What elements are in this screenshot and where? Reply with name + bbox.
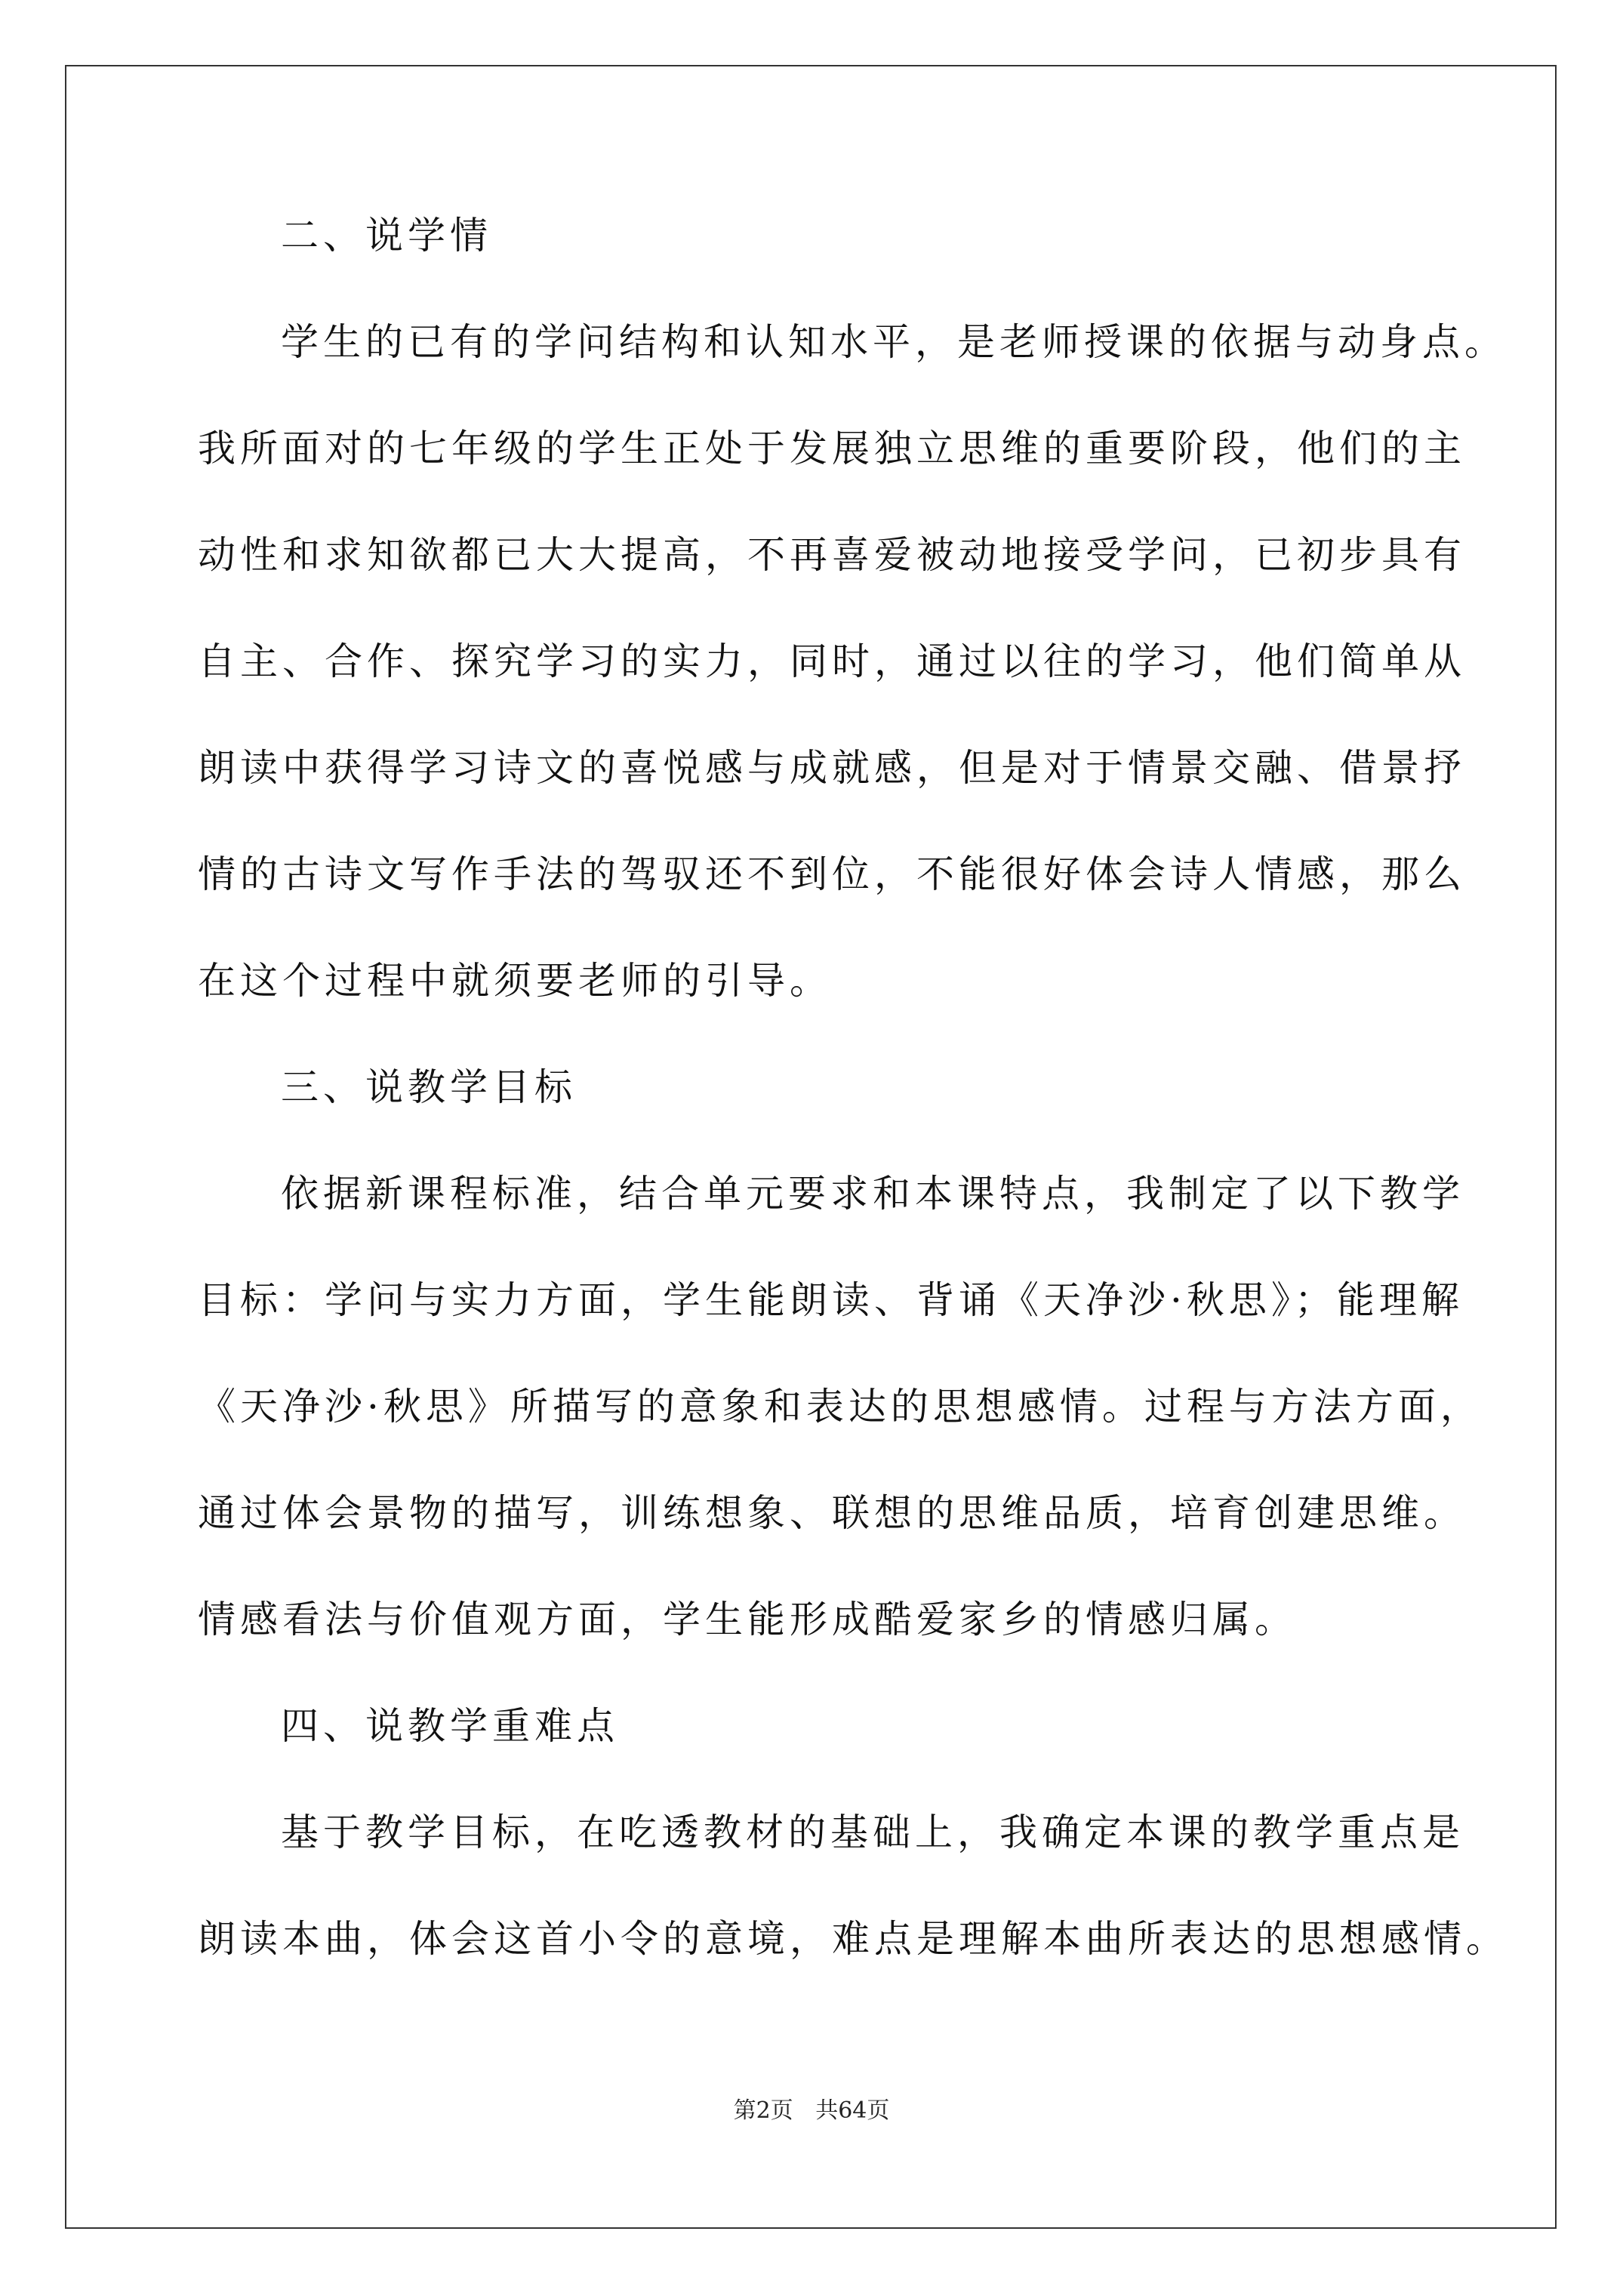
paragraph-line: 《天净沙·秋思》所描写的意象和表达的思想感情。过程与方法方面， xyxy=(198,1385,1483,1428)
paragraph-line: 在这个过程中就须要老师的引导。 xyxy=(198,959,832,1003)
paragraph-line: 我所面对的七年级的学生正处于发展独立思维的重要阶段，他们的主 xyxy=(198,427,1466,470)
section-heading-teaching-goals: 三、说教学目标 xyxy=(281,1065,577,1109)
paragraph-line: 通过体会景物的描写，训练想象、联想的思维品质，培育创建思维。 xyxy=(198,1491,1466,1535)
paragraph-line: 目标：学问与实力方面，学生能朗读、背诵《天净沙·秋思》；能理解 xyxy=(198,1278,1464,1322)
paragraph-line: 依据新课程标准，结合单元要求和本课特点，我制定了以下教学 xyxy=(281,1172,1464,1216)
page-border xyxy=(65,65,1557,2229)
paragraph-line: 情的古诗文写作手法的驾驭还不到位，不能很好体会诗人情感，那么 xyxy=(198,852,1466,896)
paragraph-line: 基于教学目标，在吃透教材的基础上，我确定本课的教学重点是 xyxy=(281,1811,1464,1854)
paragraph-line: 自主、合作、探究学习的实力，同时，通过以往的学习，他们简单从 xyxy=(198,639,1466,683)
paragraph-line: 朗读本曲，体会这首小令的意境，难点是理解本曲所表达的思想感情。 xyxy=(198,1917,1508,1961)
section-heading-student-analysis: 二、说学情 xyxy=(281,214,492,257)
paragraph-line: 情感看法与价值观方面，学生能形成酷爱家乡的情感归属。 xyxy=(198,1598,1297,1641)
page-total: 共64页 xyxy=(815,2097,890,2124)
page-footer xyxy=(0,2096,1623,2126)
section-heading-key-points: 四、说教学重难点 xyxy=(281,1704,619,1748)
paragraph-line: 朗读中获得学习诗文的喜悦感与成就感，但是对于情景交融、借景抒 xyxy=(198,746,1466,790)
paragraph-line: 动性和求知欲都已大大提高，不再喜爱被动地接受学问，已初步具有 xyxy=(198,533,1466,577)
paragraph-line: 学生的已有的学问结构和认知水平，是老师授课的依据与动身点。 xyxy=(281,320,1507,364)
page-number: 第2页 xyxy=(733,2097,793,2124)
